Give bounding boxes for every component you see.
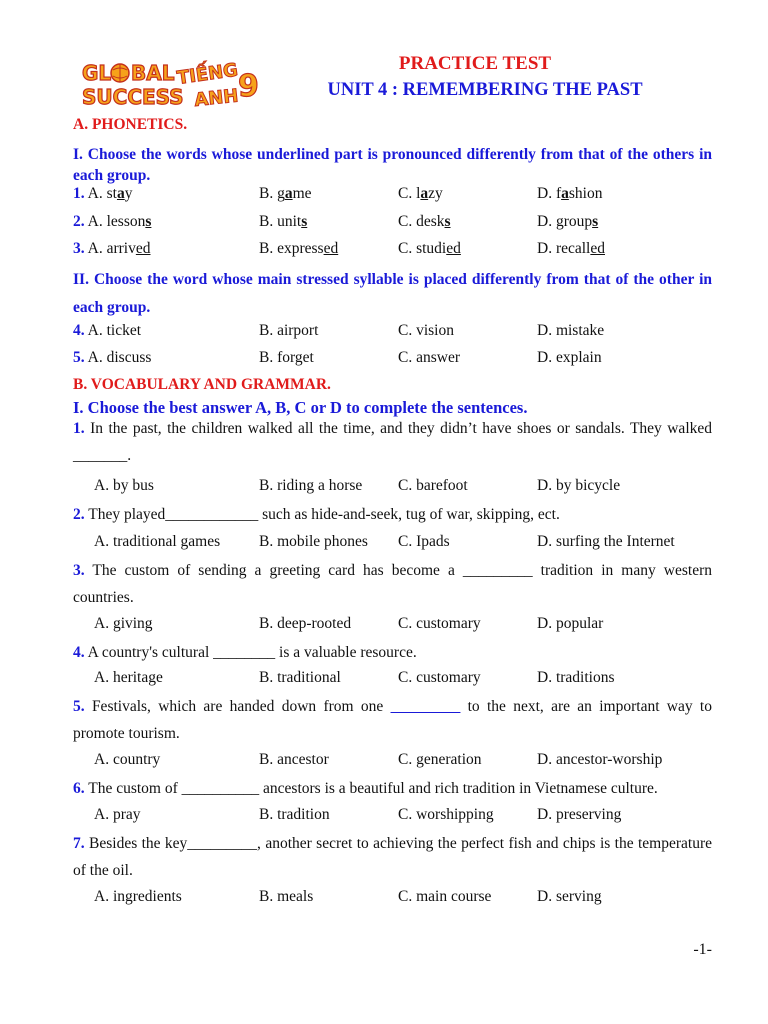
question-number: 5. xyxy=(73,349,85,366)
option-b: B. tradition xyxy=(259,806,330,823)
option-a: A. country xyxy=(94,751,161,768)
svg-text:SUCCESS: SUCCESS xyxy=(82,85,184,109)
section-a-part1-instruction: I. Choose the words whose underlined part is pronounced differently from that of the others in each group. xyxy=(73,146,712,184)
question-number: 3. xyxy=(73,562,85,579)
page-subtitle: UNIT 4 : REMEMBERING THE PAST xyxy=(327,80,643,100)
option-d: D. surfing the Internet xyxy=(537,533,675,550)
option-d: D. by bicycle xyxy=(537,477,621,494)
option-c: C. barefoot xyxy=(398,477,468,494)
section-b-instruction: I. Choose the best answer A, B, C or D to complete the sentences. xyxy=(73,398,528,417)
option-d xyxy=(537,185,602,203)
question-4-options xyxy=(73,669,713,691)
option-d-rest: shion xyxy=(568,185,603,202)
option-a: A. ticket xyxy=(87,322,142,339)
phonetics-question-1 xyxy=(73,185,713,207)
option-d: D. ancestor-worship xyxy=(537,751,663,768)
option-a: A. traditional games xyxy=(94,533,221,550)
option-b: B. riding a horse xyxy=(259,477,363,494)
option-a: A. pray xyxy=(94,806,141,823)
underlined-part: s xyxy=(592,213,599,230)
option-b: B. traditional xyxy=(259,669,341,686)
option-b-rest: me xyxy=(292,185,312,202)
svg-text:TIẾNG: TIẾNG xyxy=(175,59,240,89)
option-c xyxy=(398,213,451,231)
question-number: 1. xyxy=(73,185,85,202)
option-b: B. ancestor xyxy=(259,751,329,768)
option-c-text: C. desk xyxy=(398,213,445,230)
question-text: Festivals, which are handed down from one xyxy=(91,698,391,715)
question-number: 2. xyxy=(73,506,85,523)
option-a: A. by bus xyxy=(94,477,154,494)
section-b-heading: B. VOCABULARY AND GRAMMAR. xyxy=(73,376,331,393)
option-a: A. discuss xyxy=(87,349,152,366)
option-c xyxy=(398,240,461,258)
underlined-part: a xyxy=(420,185,429,202)
question-text-rest: to the next, are an important way to promote tourism. xyxy=(73,698,712,742)
option-c-rest: zy xyxy=(428,185,443,202)
option-c-text: C. studi xyxy=(398,240,447,257)
question-number: 7. xyxy=(73,835,85,852)
option-d xyxy=(537,213,598,231)
page-number: -1- xyxy=(693,941,712,958)
option-b-text: B. unit xyxy=(259,213,302,230)
question-6-options xyxy=(73,806,713,828)
stress-question-5 xyxy=(73,349,713,371)
section-a-heading: A. PHONETICS. xyxy=(73,116,188,133)
question-3-options xyxy=(73,615,713,637)
svg-text:BAL: BAL xyxy=(131,61,175,85)
question-number: 3. xyxy=(73,240,85,257)
underlined-part: a xyxy=(561,185,569,202)
question-number: 1. xyxy=(73,420,85,437)
option-a: A. lesson xyxy=(87,213,146,230)
option-b: B. airport xyxy=(259,322,319,339)
option-c: C. worshipping xyxy=(398,806,494,823)
svg-text:GL: GL xyxy=(82,61,112,85)
question-2-options xyxy=(73,533,713,555)
option-d: D. serving xyxy=(537,888,602,905)
question-number: 6. xyxy=(73,780,85,797)
question-number: 4. xyxy=(73,644,85,661)
option-a-rest: y xyxy=(124,185,133,202)
option-b: B. meals xyxy=(259,888,314,905)
section-a-part2-instruction: II. Choose the word whose main stressed syllable is placed differently from that of the other in each group. xyxy=(73,271,712,316)
question-3 xyxy=(73,557,712,611)
option-a: A. ingredients xyxy=(94,888,182,905)
option-c: C. Ipads xyxy=(398,533,450,550)
question-7 xyxy=(73,830,712,884)
underlined-part: ed xyxy=(135,240,151,257)
option-b-text: B. g xyxy=(259,185,285,202)
question-text: Besides the key_________, another secret to achieving the perfect fish and chips is the temperature of the oil. xyxy=(73,835,713,879)
phonetics-question-2 xyxy=(73,213,713,235)
option-d-text: D. f xyxy=(537,185,562,202)
option-b xyxy=(259,213,307,231)
underlined-part: ed xyxy=(446,240,461,257)
option-d: D. mistake xyxy=(537,322,605,339)
option-d-text: D. group xyxy=(537,213,593,230)
option-c: C. main course xyxy=(398,888,492,905)
option-d xyxy=(537,240,605,258)
option-c: C. answer xyxy=(398,349,460,366)
global-success-tieng-anh-9-logo xyxy=(80,56,265,112)
underlined-part: s xyxy=(145,213,152,230)
question-5 xyxy=(73,693,712,747)
option-d-text: D. recall xyxy=(537,240,591,257)
option-c: C. generation xyxy=(398,751,482,768)
option-d: D. explain xyxy=(537,349,602,366)
option-b: B. forget xyxy=(259,349,314,366)
underlined-part: a xyxy=(284,185,293,202)
question-6 xyxy=(73,775,712,802)
underlined-part: a xyxy=(116,185,125,202)
underlined-part: s xyxy=(301,213,308,230)
underlined-part: s xyxy=(444,213,451,230)
option-a: A. arriv xyxy=(87,240,136,257)
question-number: 2. xyxy=(73,213,85,230)
stress-question-4 xyxy=(73,322,713,344)
question-1-options xyxy=(73,477,713,499)
svg-text:ANH: ANH xyxy=(193,85,240,111)
option-d: D. traditions xyxy=(537,669,615,686)
option-b: B. deep-rooted xyxy=(259,615,352,632)
option-a: A. heritage xyxy=(94,669,163,686)
option-b xyxy=(259,240,338,258)
option-b xyxy=(259,185,312,203)
option-c: C. customary xyxy=(398,669,481,686)
question-text: They played____________ such as hide-and-seek, tug of war, skipping, ect. xyxy=(88,506,560,523)
question-text: In the past, the children walked all the time, and they didn’t have shoes or sandals. They walked _______. xyxy=(73,420,713,464)
answer-blank: _________ xyxy=(390,698,461,715)
option-c-text: C. l xyxy=(398,185,421,202)
option-c xyxy=(398,185,443,203)
option-c: C. customary xyxy=(398,615,481,632)
option-c: C. vision xyxy=(398,322,454,339)
question-4 xyxy=(73,639,712,666)
option-b-text: B. express xyxy=(259,240,324,257)
underlined-part: ed xyxy=(590,240,605,257)
option-d: D. popular xyxy=(537,615,604,632)
question-5-options xyxy=(73,751,713,773)
page-title: PRACTICE TEST xyxy=(398,53,552,74)
option-b: B. mobile phones xyxy=(259,533,368,550)
option-a: A. st xyxy=(87,185,117,202)
question-text: A country's cultural ________ is a valuable resource. xyxy=(87,644,417,661)
question-number: 4. xyxy=(73,322,85,339)
question-1 xyxy=(73,415,712,469)
phonetics-question-3 xyxy=(73,240,713,262)
option-a: A. giving xyxy=(94,615,153,632)
option-d: D. preserving xyxy=(537,806,622,823)
question-text: The custom of sending a greeting card has become a _________ tradition in many western countries. xyxy=(73,562,712,606)
underlined-part: ed xyxy=(323,240,339,257)
svg-text:9: 9 xyxy=(238,69,259,104)
question-7-options xyxy=(73,888,713,910)
question-2 xyxy=(73,501,712,528)
question-text: The custom of __________ ancestors is a beautiful and rich tradition in Vietnamese culture. xyxy=(88,780,658,797)
question-number: 5. xyxy=(73,698,85,715)
